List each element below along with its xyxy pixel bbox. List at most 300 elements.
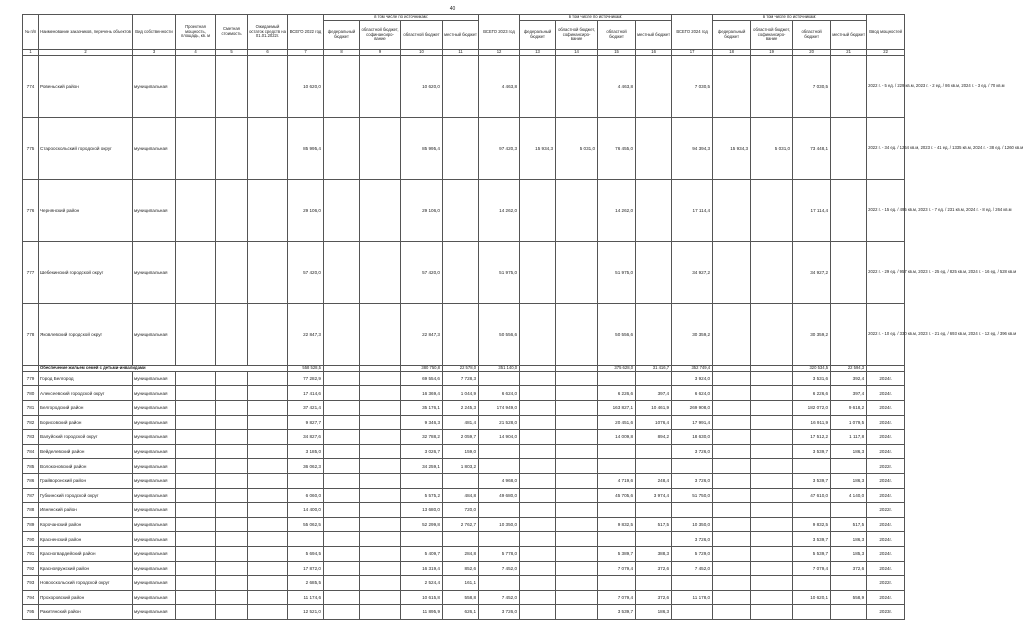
cell-total-2023: 49 680,0: [479, 488, 520, 503]
column-number-cell: 12: [479, 50, 520, 56]
src-federal-2022-header: федеральный бюджет: [324, 21, 360, 50]
cell-loc-2022: 558,8: [443, 590, 479, 605]
cell-reg-2022: 11 895,9: [401, 605, 443, 620]
row-name-cell: Шебекинский городской округ: [39, 242, 133, 304]
cell-remaining: [248, 503, 288, 518]
cell-reg-2022: 34 259,1: [401, 459, 443, 474]
cell-total-2024: [672, 459, 713, 474]
table-body: [23, 56, 1023, 620]
table-row: [23, 371, 905, 386]
cell-input: 2022 г. - 15 ед. / 495 кв.м, 2023 г. - 7 ед. / 231 кв.м, 2024 г. - 8 ед. / 264 кв.м: [867, 180, 905, 242]
cell-loc-2023: 894,2: [636, 430, 672, 445]
cell-total-2022: 12 521,0: [288, 605, 324, 620]
col-remaining-header: Ожидаемый остаток средств на 01.01.2022г.: [248, 15, 288, 50]
row-name-cell: Чернянский район: [39, 180, 133, 242]
cell-remaining: [248, 546, 288, 561]
row-number-cell: 778: [23, 304, 39, 366]
column-number-cell: 7: [288, 50, 324, 56]
cell-total-2023: 14 904,0: [479, 430, 520, 445]
cell-loc-2024: 185,3: [831, 546, 867, 561]
cell-loc-2022: 626,1: [443, 605, 479, 620]
cell-total-2023: 5 778,0: [479, 546, 520, 561]
cell-total-2024: 11 178,0: [672, 590, 713, 605]
cell-cof-2024: [751, 242, 793, 304]
cell-reg-2024: 320 534,5: [793, 366, 831, 372]
cell-loc-2022: 720,0: [443, 503, 479, 518]
cell-reg-2022: 52 299,8: [401, 517, 443, 532]
cell-fed-2024: [713, 590, 751, 605]
src-local-2024-header: местный бюджет: [831, 21, 867, 50]
cell-total-2022: 14 400,0: [288, 503, 324, 518]
cell-loc-2024: [831, 118, 867, 180]
cell-loc-2022: [443, 242, 479, 304]
cell-loc-2022: 159,0: [443, 444, 479, 459]
col-number-header: № п/п: [23, 15, 39, 50]
cell-loc-2023: 3 974,4: [636, 488, 672, 503]
cell-cof-2023: [556, 590, 598, 605]
column-number-cell: 19: [751, 50, 793, 56]
table-row: [23, 118, 905, 180]
cell-cof-2022: [360, 430, 401, 445]
cell-reg-2022: 380 750,8: [401, 366, 443, 372]
cell-fed-2022: [324, 576, 360, 591]
cell-cof-2022: [360, 590, 401, 605]
cell-estimate: [216, 473, 248, 488]
cell-cof-2022: [360, 56, 401, 118]
cell-reg-2024: 34 927,2: [793, 242, 831, 304]
cell-reg-2023: 14 262,0: [598, 180, 636, 242]
cell-loc-2023: [636, 371, 672, 386]
cell-reg-2022: 16 369,4: [401, 386, 443, 401]
cell-fed-2024: [713, 488, 751, 503]
cell-remaining: [248, 561, 288, 576]
table-row: [23, 401, 905, 416]
row-number-cell: 793: [23, 576, 39, 591]
cell-cof-2022: [360, 546, 401, 561]
cell-input: 2024г.: [867, 561, 905, 576]
cell-fed-2024: [713, 415, 751, 430]
cell-estimate: [216, 444, 248, 459]
cell-total-2024: 269 908,0: [672, 401, 713, 416]
column-number-cell: 1: [23, 50, 39, 56]
row-name-cell: Вейделевский район: [39, 444, 133, 459]
cell-input: 2022 г. - 29 ед. / 957 кв.м, 2023 г. - 25 ед. / 825 кв.м, 2024 г. - 16 ед. / 528 кв.м: [867, 242, 905, 304]
cell-fed-2023: 15 934,3: [520, 118, 556, 180]
cell-fed-2022: [324, 517, 360, 532]
cell-reg-2023: 3 539,7: [598, 605, 636, 620]
cell-loc-2022: 22 578,0: [443, 366, 479, 372]
cell-loc-2022: 1 044,9: [443, 386, 479, 401]
cell-cof-2024: [751, 517, 793, 532]
col-input-header: Ввод мощностей: [867, 15, 905, 50]
table-row: [23, 532, 905, 547]
cell-reg-2023: 9 832,5: [598, 517, 636, 532]
cell-fed-2023: [520, 56, 556, 118]
cell-total-2023: 10 350,0: [479, 517, 520, 532]
row-number-cell: 795: [23, 605, 39, 620]
cell-input: 2022 г. - 10 ед. / 330 кв.м, 2023 г. - 21 ед. / 693 кв.м, 2024 г. - 12 ед. / 396 кв.м: [867, 304, 905, 366]
cell-loc-2022: 484,8: [443, 488, 479, 503]
cell-loc-2023: 10 461,9: [636, 401, 672, 416]
cell-fed-2024: [713, 605, 751, 620]
cell-loc-2024: [831, 459, 867, 474]
cell-remaining: [248, 304, 288, 366]
cell-fed-2023: [520, 401, 556, 416]
cell-reg-2024: 10 620,1: [793, 590, 831, 605]
cell-reg-2022: [401, 473, 443, 488]
cell-input: 2022 г. - 34 ед. / 1254 кв.м, 2023 г. - 41 ед. / 1335 кв.м, 2024 г. - 38 ед. / 1260 кв.м: [867, 118, 905, 180]
cell-reg-2023: 50 556,6: [598, 304, 636, 366]
cell-estimate: [216, 371, 248, 386]
cell-ownership: муниципальная: [133, 488, 176, 503]
cell-input: 2022 г. - 5 ед. / 229 кв.м, 2023 г. - 2 ед. / 86 кв.м, 2024 г. - 3 ед. / 70 кв.м: [867, 56, 905, 118]
cell-reg-2024: 7 030,5: [793, 56, 831, 118]
cell-cof-2023: [556, 371, 598, 386]
cell-remaining: [248, 180, 288, 242]
cell-fed-2022: [324, 304, 360, 366]
cell-loc-2024: 392,4: [831, 371, 867, 386]
cell-cof-2023: [556, 430, 598, 445]
cell-total-2023: 4 968,0: [479, 473, 520, 488]
cell-fed-2023: [520, 532, 556, 547]
cell-input: 2024г.: [867, 473, 905, 488]
cell-estimate: [216, 304, 248, 366]
column-number-cell: 15: [598, 50, 636, 56]
src-federal-2024-header: федеральный бюджет: [713, 21, 751, 50]
row-name-cell: Корочанский район: [39, 517, 133, 532]
cell-cof-2023: [556, 488, 598, 503]
cell-reg-2022: 10 615,8: [401, 590, 443, 605]
cell-loc-2022: [443, 118, 479, 180]
row-number-cell: 784: [23, 444, 39, 459]
cell-reg-2023: 6 226,6: [598, 386, 636, 401]
cell-total-2023: 6 624,0: [479, 386, 520, 401]
page-number: 40: [449, 6, 456, 12]
cell-fed-2024: [713, 56, 751, 118]
cell-remaining: [248, 532, 288, 547]
cell-cof-2023: [556, 459, 598, 474]
cell-total-2024: 7 030,5: [672, 56, 713, 118]
column-number-cell: 20: [793, 50, 831, 56]
table-row: [23, 546, 905, 561]
cell-input: 2024г.: [867, 546, 905, 561]
cell-fed-2022: [324, 473, 360, 488]
cell-fed-2023: [520, 180, 556, 242]
cell-cof-2022: [360, 605, 401, 620]
col-total-2022-header: ВСЕГО 2022 год: [288, 15, 324, 50]
row-name-cell: Красненский район: [39, 532, 133, 547]
cell-reg-2023: 14 009,8: [598, 430, 636, 445]
cell-total-2023: 97 420,3: [479, 118, 520, 180]
cell-cof-2024: [751, 180, 793, 242]
cell-remaining: [248, 605, 288, 620]
cell-reg-2024: [793, 576, 831, 591]
row-number-cell: 792: [23, 561, 39, 576]
cell-remaining: [248, 415, 288, 430]
cell-loc-2023: [636, 459, 672, 474]
cell-reg-2024: [793, 459, 831, 474]
cell-total-2022: 36 062,3: [288, 459, 324, 474]
column-number-cell: 22: [867, 50, 905, 56]
src-cofin-2024-header: областной бюджет, софинансиро-вание: [751, 21, 793, 50]
row-name-cell: Валуйский городской округ: [39, 430, 133, 445]
cell-loc-2024: 186,3: [831, 532, 867, 547]
column-number-cell: 17: [672, 50, 713, 56]
src-regional-2022-header: областной бюджет: [401, 21, 443, 50]
table-row: [23, 590, 905, 605]
cell-cof-2022: [360, 386, 401, 401]
column-number-cell: 2: [39, 50, 133, 56]
table-row: [23, 386, 905, 401]
cell-total-2022: 6 060,0: [288, 488, 324, 503]
cell-fed-2023: [520, 242, 556, 304]
cell-cof-2024: [751, 561, 793, 576]
cell-input: 2022г.: [867, 576, 905, 591]
cell-reg-2022: 32 788,2: [401, 430, 443, 445]
cell-fed-2022: [324, 415, 360, 430]
cell-ownership: муниципальная: [133, 180, 176, 242]
cell-estimate: [216, 590, 248, 605]
cell-reg-2024: [793, 503, 831, 518]
col-estimate-header: Сметная стоимость: [216, 15, 248, 50]
cell-ownership: муниципальная: [133, 517, 176, 532]
cell-cof-2024: [751, 304, 793, 366]
cell-fed-2024: [713, 532, 751, 547]
cell-loc-2024: 4 140,0: [831, 488, 867, 503]
cell-total-2024: 94 394,3: [672, 118, 713, 180]
cell-capacity: [176, 444, 216, 459]
cell-loc-2023: [636, 118, 672, 180]
cell-cof-2022: [360, 242, 401, 304]
cell-fed-2023: [520, 459, 556, 474]
cell-reg-2024: 73 448,1: [793, 118, 831, 180]
cell-reg-2024: 5 539,7: [793, 546, 831, 561]
cell-cof-2023: [556, 401, 598, 416]
column-number-cell: 5: [216, 50, 248, 56]
cell-loc-2024: 186,3: [831, 444, 867, 459]
cell-loc-2024: 397,4: [831, 386, 867, 401]
cell-cof-2023: [556, 473, 598, 488]
row-name-cell: Прохоровский район: [39, 590, 133, 605]
cell-capacity: [176, 488, 216, 503]
cell-ownership: муниципальная: [133, 118, 176, 180]
cell-input: 2024г.: [867, 430, 905, 445]
cell-reg-2023: [598, 503, 636, 518]
cell-loc-2022: [443, 56, 479, 118]
cell-reg-2024: 17 512,2: [793, 430, 831, 445]
cell-cof-2024: [751, 386, 793, 401]
cell-loc-2023: [636, 180, 672, 242]
cell-reg-2023: 7 079,4: [598, 590, 636, 605]
cell-reg-2024: 30 359,2: [793, 304, 831, 366]
cell-reg-2024: 47 610,0: [793, 488, 831, 503]
cell-input: 2024г.: [867, 517, 905, 532]
cell-ownership: муниципальная: [133, 242, 176, 304]
cell-fed-2023: [520, 430, 556, 445]
cell-reg-2024: 9 832,5: [793, 517, 831, 532]
row-number-cell: 775: [23, 118, 39, 180]
cell-loc-2024: 558,9: [831, 590, 867, 605]
cell-fed-2023: [520, 444, 556, 459]
row-name-cell: Яковлевский городской округ: [39, 304, 133, 366]
src-federal-2023-header: федеральный бюджет: [520, 21, 556, 50]
cell-reg-2024: [793, 605, 831, 620]
cell-cof-2023: [556, 503, 598, 518]
cell-loc-2023: 397,4: [636, 386, 672, 401]
cell-fed-2023: [520, 304, 556, 366]
cell-total-2023: 4 463,8: [479, 56, 520, 118]
cell-capacity: [176, 242, 216, 304]
cell-reg-2024: 3 539,7: [793, 473, 831, 488]
column-number-cell: 6: [248, 50, 288, 56]
sources-2024-header: в том числе по источникам:: [713, 15, 867, 21]
cell-total-2022: 37 421,4: [288, 401, 324, 416]
row-name-cell: Краснояружский район: [39, 561, 133, 576]
cell-cof-2023: [556, 561, 598, 576]
cell-loc-2024: 1 079,5: [831, 415, 867, 430]
cell-ownership: муниципальная: [133, 56, 176, 118]
cell-total-2022: 22 847,3: [288, 304, 324, 366]
row-number-cell: 788: [23, 503, 39, 518]
cell-reg-2022: 13 680,0: [401, 503, 443, 518]
cell-reg-2023: [598, 459, 636, 474]
cell-total-2023: 174 949,0: [479, 401, 520, 416]
row-number-cell: 786: [23, 473, 39, 488]
cell-ownership: муниципальная: [133, 459, 176, 474]
column-number-cell: 4: [176, 50, 216, 56]
cell-reg-2023: 7 079,4: [598, 561, 636, 576]
cell-loc-2022: [443, 304, 479, 366]
cell-loc-2022: 2 059,7: [443, 430, 479, 445]
src-regional-2023-header: областной бюджет: [598, 21, 636, 50]
cell-total-2022: 10 620,0: [288, 56, 324, 118]
cell-loc-2024: 517,5: [831, 517, 867, 532]
cell-total-2024: 5 729,0: [672, 546, 713, 561]
cell-ownership: муниципальная: [133, 532, 176, 547]
cell-total-2022: 17 414,6: [288, 386, 324, 401]
cell-loc-2023: 517,5: [636, 517, 672, 532]
cell-estimate: [216, 118, 248, 180]
cell-cof-2024: [751, 546, 793, 561]
cell-remaining: [248, 459, 288, 474]
cell-cof-2024: [751, 459, 793, 474]
cell-total-2024: 3 726,0: [672, 444, 713, 459]
cell-total-2023: 7 452,0: [479, 590, 520, 605]
cell-input: 2024г.: [867, 386, 905, 401]
cell-loc-2023: [636, 503, 672, 518]
cell-loc-2024: [831, 304, 867, 366]
row-number-cell: 776: [23, 180, 39, 242]
cell-fed-2022: [324, 546, 360, 561]
table-row: [23, 473, 905, 488]
cell-fed-2023: [520, 590, 556, 605]
src-regional-2024-header: областной бюджет: [793, 21, 831, 50]
cell-loc-2023: 186,3: [636, 605, 672, 620]
cell-cof-2022: [360, 576, 401, 591]
cell-remaining: [248, 386, 288, 401]
cell-remaining: [248, 242, 288, 304]
cell-loc-2023: 1076,4: [636, 415, 672, 430]
cell-fed-2023: [520, 503, 556, 518]
cell-fed-2024: [713, 304, 751, 366]
cell-fed-2024: [713, 459, 751, 474]
cell-fed-2023: [520, 561, 556, 576]
cell-cof-2024: [751, 444, 793, 459]
cell-fed-2022: [324, 118, 360, 180]
cell-loc-2023: 248,4: [636, 473, 672, 488]
table-row: [23, 180, 905, 242]
cell-total-2022: [288, 473, 324, 488]
cell-fed-2024: [713, 473, 751, 488]
cell-cof-2023: [556, 242, 598, 304]
row-number-cell: 783: [23, 430, 39, 445]
sources-2023-header: в том числе по источникам:: [520, 15, 672, 21]
table-row: [23, 576, 905, 591]
cell-loc-2022: 7 728,3: [443, 371, 479, 386]
cell-cof-2024: [751, 56, 793, 118]
cell-estimate: [216, 546, 248, 561]
cell-cof-2023: [556, 576, 598, 591]
row-name-cell: Борисовский район: [39, 415, 133, 430]
cell-fed-2022: [324, 503, 360, 518]
cell-reg-2022: 9 346,3: [401, 415, 443, 430]
cell-cof-2023: 5 031,0: [556, 118, 598, 180]
cell-fed-2022: [324, 401, 360, 416]
cell-fed-2024: [713, 576, 751, 591]
cell-cof-2022: [360, 180, 401, 242]
cell-loc-2024: [831, 56, 867, 118]
cell-loc-2024: [831, 576, 867, 591]
col-total-2023-header: ВСЕГО 2023 год: [479, 15, 520, 50]
cell-fed-2022: [324, 180, 360, 242]
cell-estimate: [216, 532, 248, 547]
row-number-cell: 777: [23, 242, 39, 304]
cell-ownership: муниципальная: [133, 576, 176, 591]
cell-remaining: [248, 590, 288, 605]
cell-fed-2024: [713, 180, 751, 242]
cell-cof-2022: [360, 517, 401, 532]
cell-capacity: [176, 415, 216, 430]
cell-cof-2024: [751, 590, 793, 605]
cell-total-2024: 30 359,2: [672, 304, 713, 366]
cell-capacity: [176, 459, 216, 474]
cell-remaining: [248, 517, 288, 532]
cell-cof-2024: [751, 401, 793, 416]
column-number-cell: 18: [713, 50, 751, 56]
cell-total-2023: [479, 459, 520, 474]
cell-fed-2023: [520, 488, 556, 503]
cell-ownership: муниципальная: [133, 371, 176, 386]
cell-remaining: [248, 473, 288, 488]
row-number-cell: 779: [23, 371, 39, 386]
cell-fed-2024: [713, 401, 751, 416]
cell-total-2024: 17 991,4: [672, 415, 713, 430]
cell-loc-2022: 2 762,7: [443, 517, 479, 532]
cell-remaining: [248, 444, 288, 459]
cell-fed-2024: [713, 546, 751, 561]
cell-loc-2024: 9 618,2: [831, 401, 867, 416]
cell-reg-2022: 16 319,4: [401, 561, 443, 576]
cell-total-2022: 9 827,7: [288, 415, 324, 430]
cell-total-2024: 34 927,2: [672, 242, 713, 304]
cell-reg-2022: [401, 532, 443, 547]
cell-fed-2022: [324, 590, 360, 605]
cell-reg-2024: 16 911,9: [793, 415, 831, 430]
cell-total-2024: 3 726,0: [672, 532, 713, 547]
cell-loc-2024: [831, 242, 867, 304]
cell-remaining: [248, 56, 288, 118]
cell-reg-2024: 3 539,7: [793, 532, 831, 547]
